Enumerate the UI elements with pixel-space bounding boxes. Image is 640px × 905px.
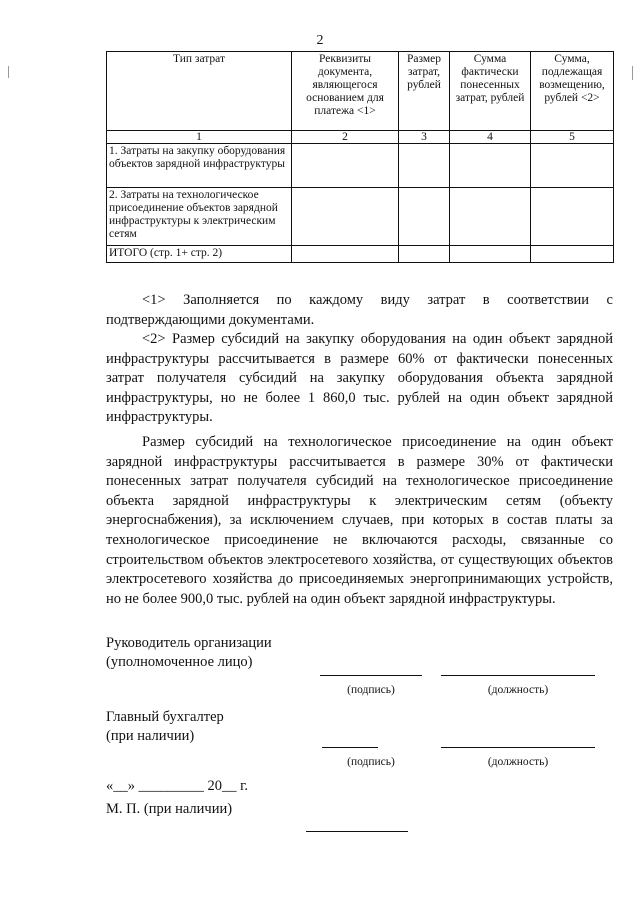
header-cost-amount: Размер затрат, рублей bbox=[399, 52, 450, 131]
column-number: 4 bbox=[450, 131, 531, 144]
stamp-label: М. П. (при наличии) bbox=[106, 801, 233, 817]
table-cell[interactable] bbox=[399, 144, 450, 188]
table-cell[interactable] bbox=[450, 188, 531, 246]
footnote-2: <2> Размер субсидий на закупку оборудования на один объект зарядной инфраструктуры рассчитывается в размере 60% от фактически понесенных затрат получателя субсидий на закупку оборудования объекта зарядной инфраструктуры, но не более 1 860,0 тыс. рублей на один объект зарядной инфраструктуры. bbox=[106, 331, 613, 426]
row-label: 2. Затраты на технологическое присоединение объектов зарядной инфраструктуры к электрическим сетям bbox=[107, 188, 292, 246]
head-signature-caption: (подпись) bbox=[347, 684, 395, 696]
page-number: 2 bbox=[316, 33, 324, 48]
row-label: 1. Затраты на закупку оборудования объектов зарядной инфраструктуры bbox=[107, 144, 292, 188]
header-actual-costs: Сумма фактически понесенных затрат, рублей bbox=[450, 52, 531, 131]
head-position-caption: (должность) bbox=[487, 684, 549, 696]
table-row bbox=[107, 144, 614, 188]
table-cell[interactable] bbox=[531, 144, 614, 188]
accountant-position-line[interactable] bbox=[441, 747, 595, 748]
column-number: 2 bbox=[292, 131, 399, 144]
costs-table bbox=[106, 51, 614, 263]
column-number: 1 bbox=[107, 131, 292, 144]
head-position-line[interactable] bbox=[441, 675, 595, 676]
stamp-line[interactable] bbox=[306, 831, 408, 832]
row-label: ИТОГО (стр. 1+ стр. 2) bbox=[107, 246, 292, 263]
table-cell[interactable] bbox=[531, 246, 614, 263]
table-cell[interactable] bbox=[450, 246, 531, 263]
column-numbers-row bbox=[107, 131, 614, 144]
date-field[interactable]: «__» _________ 20__ г. bbox=[106, 778, 249, 794]
table-cell[interactable] bbox=[399, 188, 450, 246]
header-document-details: Реквизиты документа, являющегося основанием для платежа <1> bbox=[292, 52, 399, 131]
head-subtitle: (уполномоченное лицо) bbox=[106, 654, 253, 670]
table-row bbox=[107, 188, 614, 246]
table-cell[interactable] bbox=[292, 144, 399, 188]
head-signature-label bbox=[106, 634, 272, 672]
margin-mark-right bbox=[632, 66, 633, 80]
accountant-title: Главный бухгалтер bbox=[106, 709, 224, 725]
accountant-signature-caption: (подпись) bbox=[347, 756, 395, 768]
footnote-1: <1> Заполняется по каждому виду затрат в соответствии с подтверждающими документами. bbox=[106, 292, 613, 328]
table-cell[interactable] bbox=[399, 246, 450, 263]
header-reimbursement: Сумма, подлежащая возмещению, рублей <2> bbox=[531, 52, 614, 131]
table-cell[interactable] bbox=[531, 188, 614, 246]
table-cell[interactable] bbox=[450, 144, 531, 188]
header-cost-type: Тип затрат bbox=[107, 52, 292, 131]
footnote-3: Размер субсидий на технологическое присоединение на один объект зарядной инфраструктуры рассчитывается в размере 30% от фактически понесенных затрат получателя субсидий на технологическое присоединение объекта зарядной инфраструктуры к электрическим сетям (объекту энергоснабжения), за исключением случаев, при которых в состав платы за технологическое присоединение не включаются расходы, связанные со строительством объектов электросетевого хозяйства, от существующих объектов электросетевого хозяйства до присоединяемых энергопринимающих устройств, но не более 900,0 тыс. рублей на один объект зарядной инфраструктуры. bbox=[106, 434, 613, 607]
margin-mark-left bbox=[8, 66, 9, 78]
head-title: Руководитель организации bbox=[106, 635, 272, 651]
accountant-position-caption: (должность) bbox=[487, 756, 549, 768]
table-row-total bbox=[107, 246, 614, 263]
column-number: 5 bbox=[531, 131, 614, 144]
accountant-subtitle: (при наличии) bbox=[106, 728, 195, 744]
accountant-signature-label bbox=[106, 708, 224, 746]
accountant-signature-line[interactable] bbox=[322, 747, 378, 748]
table-cell[interactable] bbox=[292, 246, 399, 263]
head-signature-line[interactable] bbox=[320, 675, 422, 676]
column-number: 3 bbox=[399, 131, 450, 144]
table-cell[interactable] bbox=[292, 188, 399, 246]
